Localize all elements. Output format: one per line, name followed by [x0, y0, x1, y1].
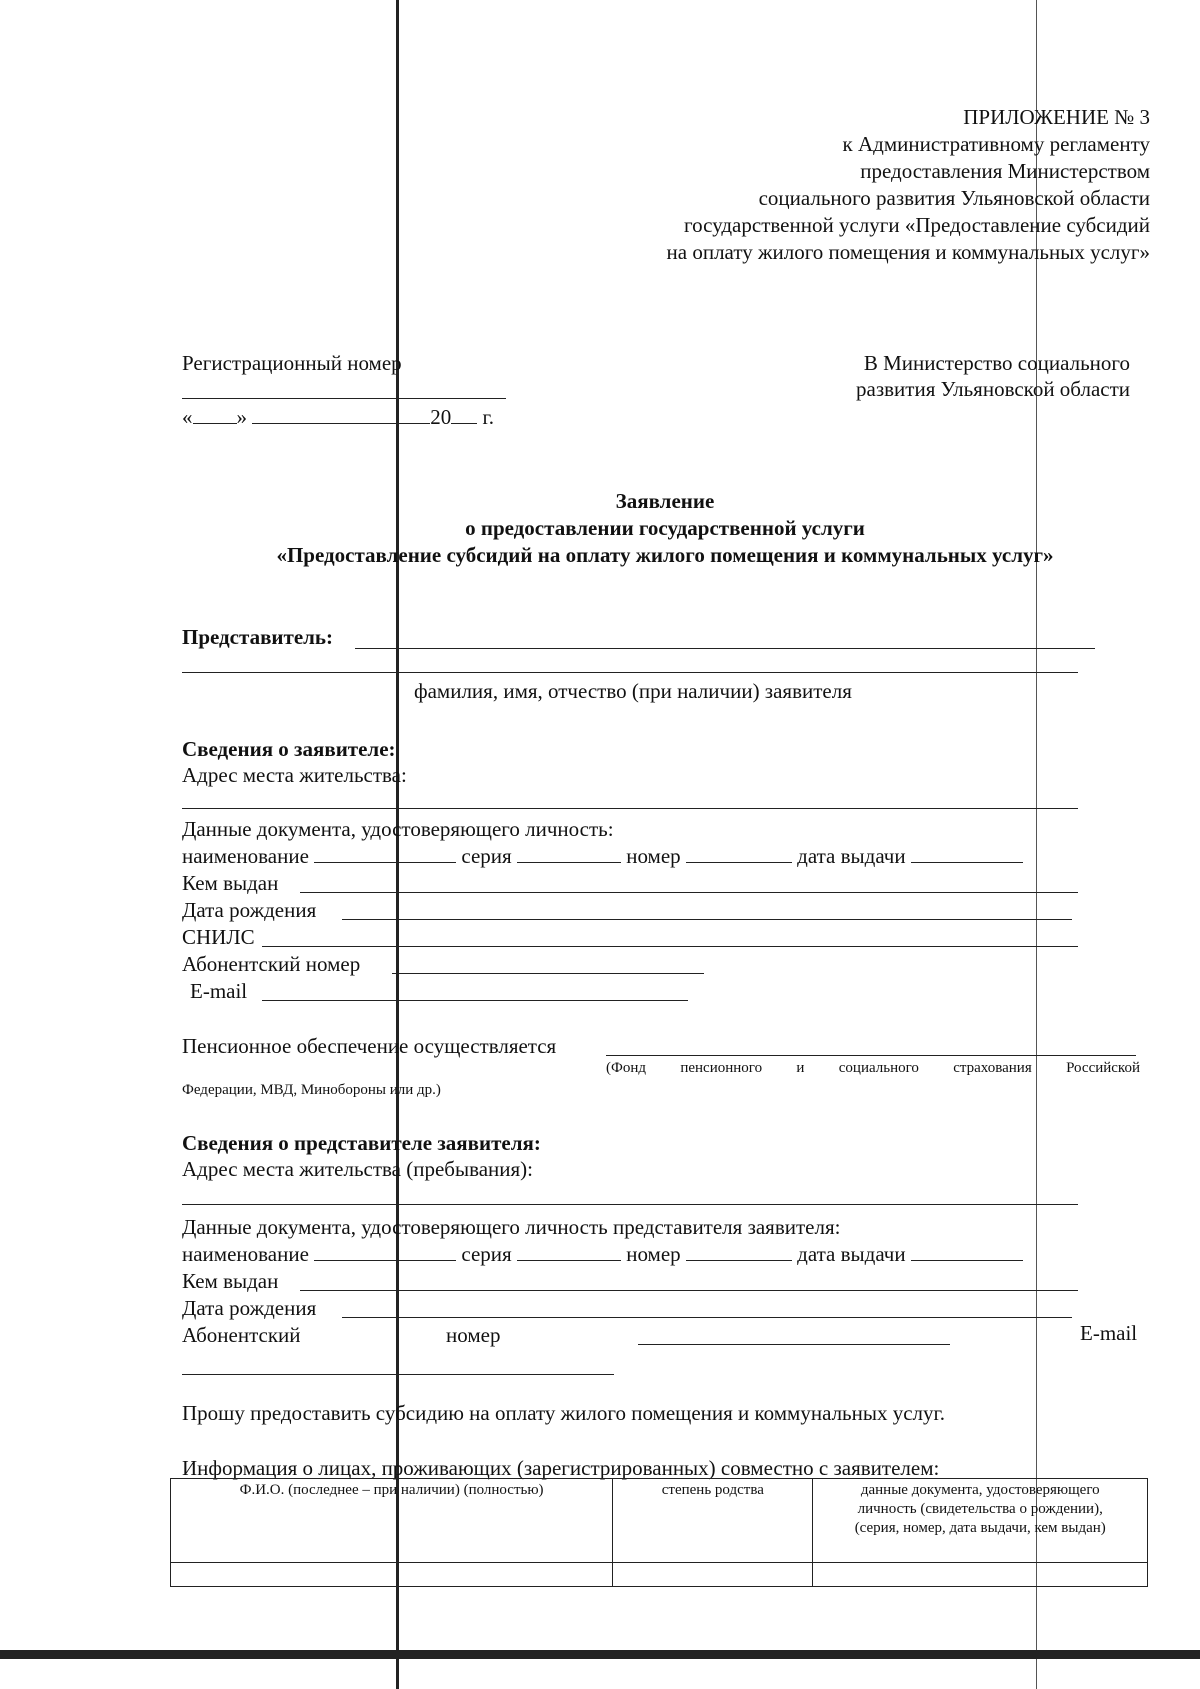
rep-phone-label-word1: Абонентский — [182, 1323, 301, 1347]
rep-doc-date-label: дата выдачи — [797, 1242, 906, 1266]
date-quote-open: « — [182, 405, 193, 429]
table-row — [171, 1563, 1148, 1587]
phone-field[interactable] — [392, 973, 704, 974]
doc-series-field[interactable] — [517, 844, 621, 863]
residents-heading: Информация о лицах, проживающих (зарегистрированных) совместно с заявителем: — [182, 1456, 940, 1480]
column-header-document: данные документа, удостоверяющего личность (свидетельства о рождении), (серия, номер, дата выдачи, кем выдан) — [813, 1479, 1148, 1563]
doc-series-label: серия — [461, 844, 512, 868]
rep-doc-name-label: наименование — [182, 1242, 309, 1266]
rep-doc-date-field[interactable] — [911, 1242, 1023, 1261]
pension-note-line2: Федерации, МВД, Минобороны или др.) — [182, 1082, 441, 1098]
appendix-line: социального развития Ульяновской области — [758, 186, 1150, 210]
rep-phone-label-word2: номер — [446, 1323, 501, 1347]
applicant-section-title: Сведения о заявителе: — [182, 737, 396, 761]
doc-date-field[interactable] — [911, 844, 1023, 863]
doc-number-label: номер — [626, 844, 681, 868]
applicant-doc-heading: Данные документа, удостоверяющего личность: — [182, 817, 614, 841]
table-header-row — [171, 1479, 1148, 1563]
scan-bottom-edge — [0, 1650, 1200, 1659]
date-year-field[interactable] — [451, 405, 477, 424]
rep-address-label: Адрес места жительства (пребывания): — [182, 1157, 534, 1181]
doc-number-field[interactable] — [686, 844, 792, 863]
date-year-suffix: г. — [482, 405, 494, 429]
rep-doc-heading: Данные документа, удостоверяющего личность представителя заявителя: — [182, 1215, 841, 1239]
appendix-line: к Административному регламенту — [842, 132, 1150, 156]
birth-date-label: Дата рождения — [182, 898, 317, 922]
issued-by-label: Кем выдан — [182, 871, 279, 895]
appendix-line: государственной услуги «Предоставление субсидий — [684, 213, 1150, 237]
rep-doc-series-label: серия — [461, 1242, 512, 1266]
representative-field[interactable] — [355, 648, 1095, 649]
snils-field[interactable] — [262, 946, 1078, 947]
rep-address-field[interactable] — [182, 1204, 1078, 1205]
phone-label: Абонентский номер — [182, 952, 361, 976]
heading-subtitle: о предоставлении государственной услуги — [465, 516, 865, 540]
rep-doc-name-field[interactable] — [314, 1242, 456, 1261]
doc-name-label: наименование — [182, 844, 309, 868]
rep-issued-by-field[interactable] — [300, 1290, 1078, 1291]
rep-phone-field[interactable] — [638, 1344, 950, 1345]
table-cell[interactable] — [813, 1563, 1148, 1587]
snils-label: СНИЛС — [182, 925, 255, 949]
rep-email-field[interactable] — [182, 1374, 614, 1375]
column-header-fio: Ф.И.О. (последнее – при наличии) (полностью) — [171, 1479, 613, 1563]
appendix-line: предоставления Министерством — [860, 159, 1150, 183]
column-header-relation: степень родства — [613, 1479, 813, 1563]
rep-birth-date-field[interactable] — [342, 1317, 1072, 1318]
registration-label: Регистрационный номер — [182, 351, 402, 375]
rep-doc-number-label: номер — [626, 1242, 681, 1266]
addressee-block — [856, 350, 1130, 402]
doc-name-field[interactable] — [314, 844, 456, 863]
email-label: E-mail — [190, 979, 248, 1003]
pension-label: Пенсионное обеспечение осуществляется — [182, 1034, 557, 1058]
date-day-field[interactable] — [193, 405, 237, 424]
rep-email-label: E-mail — [1080, 1321, 1138, 1345]
representative-field-line2[interactable] — [182, 672, 1078, 673]
table-cell[interactable] — [613, 1563, 813, 1587]
date-year-prefix: 20 — [430, 405, 452, 429]
date-quote-close: » — [236, 405, 247, 429]
registration-date-row — [182, 404, 494, 430]
registration-number-field[interactable] — [182, 398, 506, 399]
birth-date-field[interactable] — [342, 919, 1072, 920]
heading-service: «Предоставление субсидий на оплату жилого помещения и коммунальных услуг» — [276, 543, 1054, 567]
request-text: Прошу предоставить субсидию на оплату жилого помещения и коммунальных услуг. — [182, 1401, 946, 1425]
heading-title: Заявление — [615, 489, 715, 513]
document-heading — [0, 488, 1200, 569]
representative-label: Представитель: — [182, 625, 334, 649]
appendix-title: ПРИЛОЖЕНИЕ № 3 — [963, 105, 1150, 129]
rep-doc-row — [182, 1241, 1023, 1267]
doc-date-label: дата выдачи — [797, 844, 906, 868]
pension-note-line1: (Фонд пенсионного и социального страхования Российской — [606, 1060, 1140, 1076]
applicant-doc-row — [182, 843, 1023, 869]
rep-birth-date-label: Дата рождения — [182, 1296, 317, 1320]
rep-section-title: Сведения о представителе заявителя: — [182, 1131, 541, 1155]
rep-doc-series-field[interactable] — [517, 1242, 621, 1261]
applicant-address-label: Адрес места жительства: — [182, 763, 407, 787]
table-cell[interactable] — [171, 1563, 613, 1587]
appendix-line: на оплату жилого помещения и коммунальных услуг» — [666, 240, 1150, 264]
pension-field[interactable] — [606, 1055, 1136, 1056]
rep-issued-by-label: Кем выдан — [182, 1269, 279, 1293]
rep-doc-number-field[interactable] — [686, 1242, 792, 1261]
appendix-block — [450, 104, 1150, 266]
email-field[interactable] — [262, 1000, 688, 1001]
addressee-line: В Министерство социального — [863, 351, 1130, 375]
representative-caption: фамилия, имя, отчество (при наличии) заявителя — [414, 679, 852, 703]
issued-by-field[interactable] — [300, 892, 1078, 893]
addressee-line: развития Ульяновской области — [856, 377, 1130, 401]
applicant-address-field[interactable] — [182, 808, 1078, 809]
date-month-field[interactable] — [252, 405, 430, 424]
residents-table — [170, 1478, 1148, 1587]
